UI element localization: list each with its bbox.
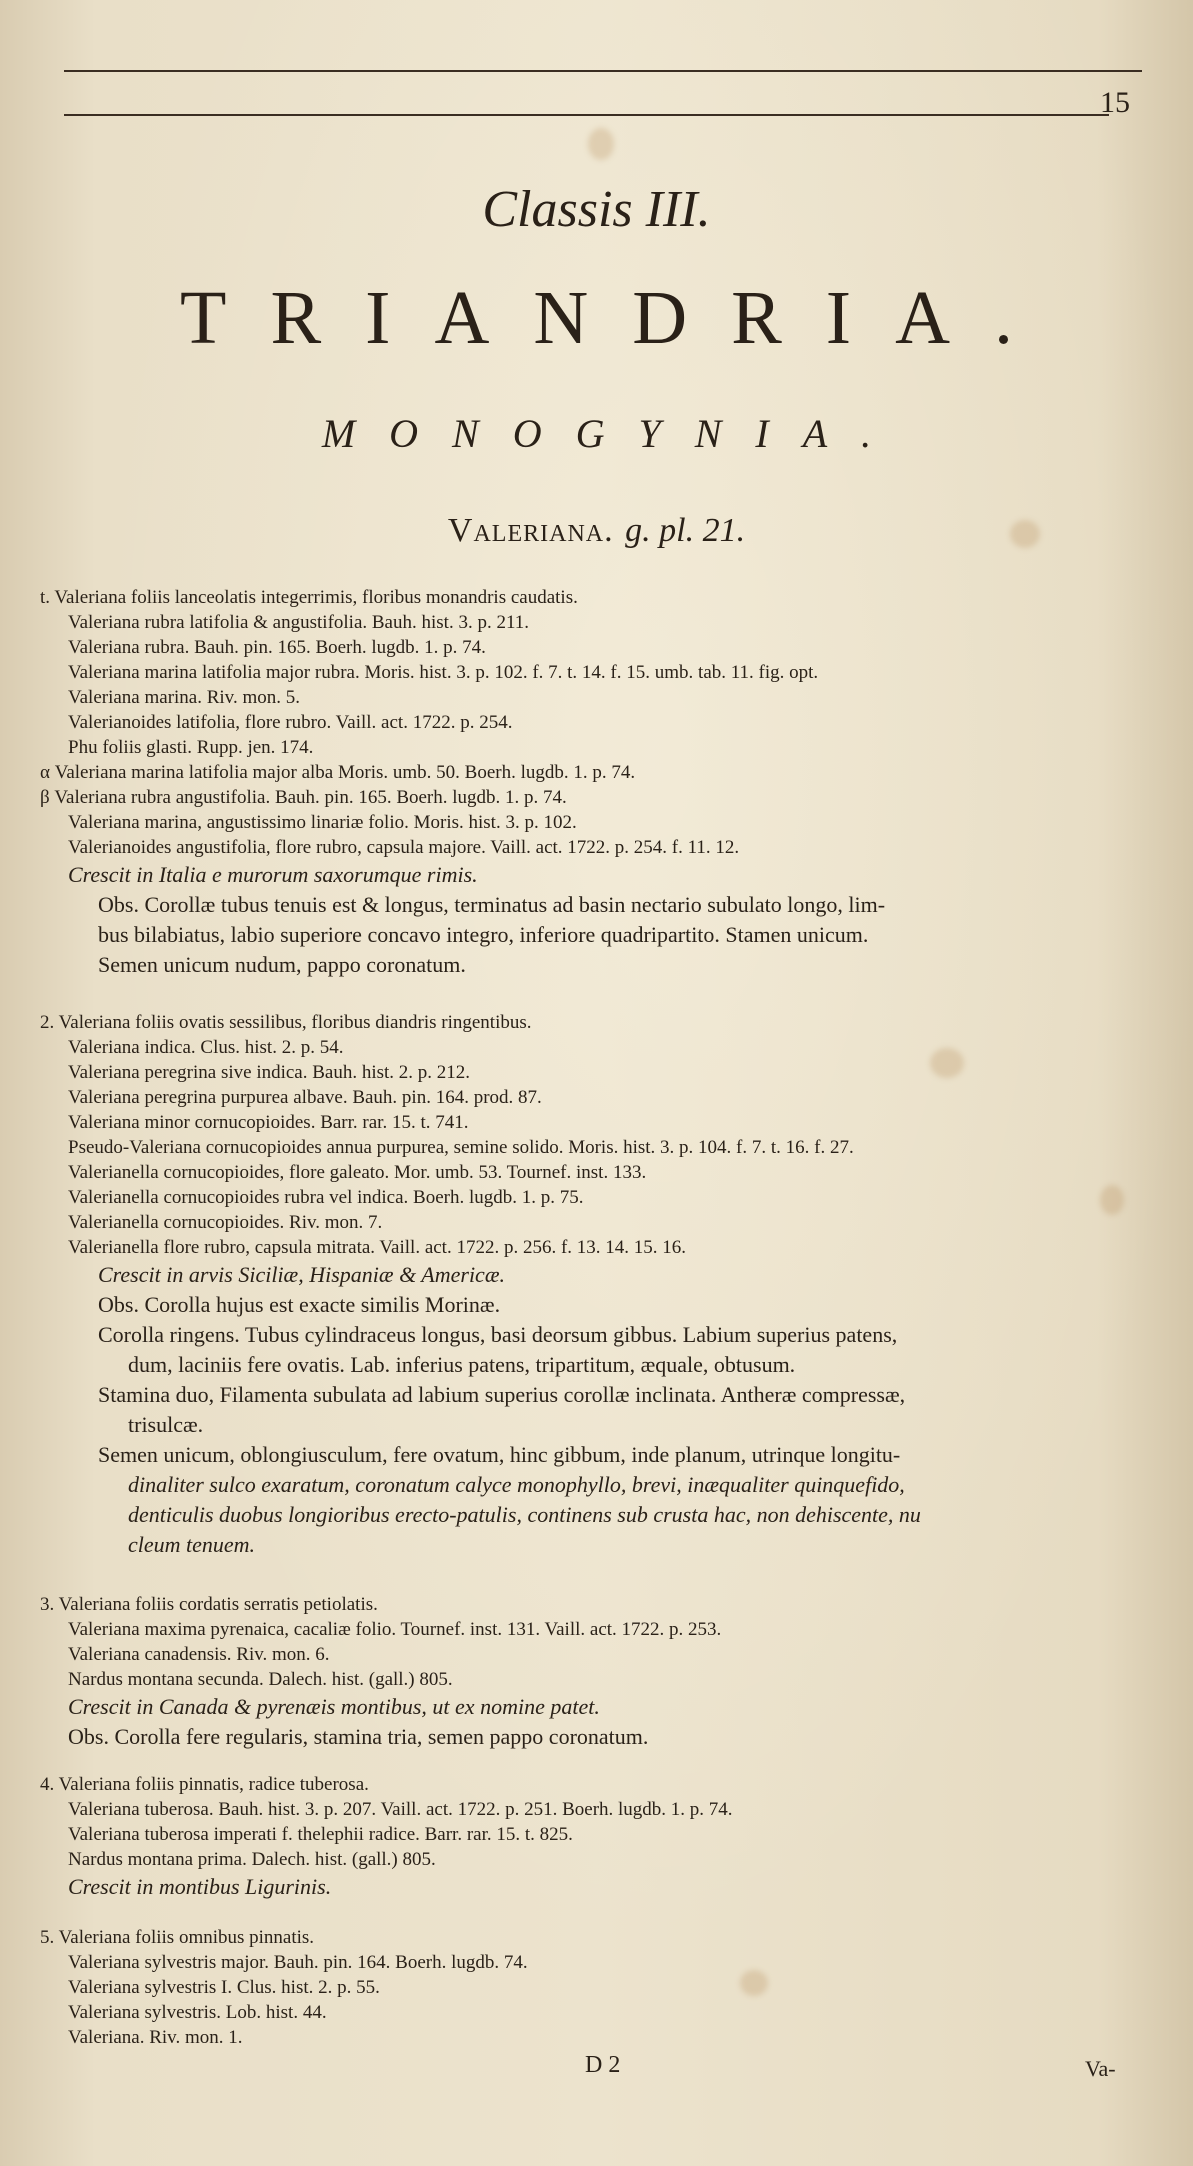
species-diagnosis: t. Valeriana foliis lanceolatis integerrimis, floribus monandris caudatis. — [40, 587, 578, 608]
synonym-line: Valerianoides angustifolia, flore rubro, capsula majore. Vaill. act. 1722. p. 254. f. 11. 12. — [68, 837, 740, 858]
genus-name: Valeriana. — [447, 512, 614, 549]
species-entry-5 — [40, 1925, 1150, 2050]
synonym-line: Valeriana indica. Clus. hist. 2. p. 54. — [68, 1037, 344, 1058]
species-entry-4 — [40, 1772, 1150, 1902]
species-diagnosis: 3. Valeriana foliis cordatis serratis petiolatis. — [40, 1594, 378, 1615]
synonym-line: Valeriana peregrina purpurea albave. Bauh. pin. 164. prod. 87. — [68, 1087, 542, 1108]
variety-line: α Valeriana marina latifolia major alba Moris. umb. 50. Boerh. lugdb. 1. p. 74. — [40, 762, 636, 783]
species-entry-3 — [40, 1592, 1150, 1752]
description-line: cleum tenuem. — [128, 1532, 256, 1557]
synonym-line: Valeriana marina latifolia major rubra. Moris. hist. 3. p. 102. f. 7. t. 14. f. 15. umb. tab. 11. fig. opt. — [68, 662, 819, 683]
paper-stain — [588, 128, 614, 160]
species-entry-1 — [40, 585, 1150, 980]
catchword: Va- — [1085, 2056, 1116, 2081]
synonym-line: Pseudo-Valeriana cornucopioides annua purpurea, semine solido. Moris. hist. 3. p. 104. f. 7. t. 16. f. 27. — [68, 1137, 854, 1158]
observation-line: Semen unicum nudum, pappo coronatum. — [98, 952, 466, 977]
header-rule-top — [64, 70, 1142, 72]
species-diagnosis: 4. Valeriana foliis pinnatis, radice tuberosa. — [40, 1774, 369, 1795]
species-diagnosis: 2. Valeriana foliis ovatis sessilibus, floribus diandris ringentibus. — [40, 1012, 532, 1033]
synonym-line: Valeriana rubra. Bauh. pin. 165. Boerh. lugdb. 1. p. 74. — [68, 637, 486, 658]
description-line: trisulcæ. — [128, 1412, 204, 1437]
synonym-line: Phu foliis glasti. Rupp. jen. 174. — [68, 737, 314, 758]
synonym-line: Valerianella cornucopioides. Riv. mon. 7. — [68, 1212, 383, 1233]
synonym-line: Valerianella cornucopioides, flore galeato. Mor. umb. 53. Tournef. inst. 133. — [68, 1162, 647, 1183]
header-rule-bottom — [64, 114, 1109, 116]
habitat-line: Crescit in Italia e murorum saxorumque rimis. — [68, 862, 478, 887]
description-line: dum, laciniis fere ovatis. Lab. inferius patens, tripartitum, æquale, obtusum. — [128, 1352, 796, 1377]
genus-heading — [0, 512, 1193, 550]
observation-line: Obs. Corolla hujus est exacte similis Morinæ. — [98, 1292, 501, 1317]
observation-line: bus bilabiatus, labio superiore concavo integro, inferiore quadripartito. Stamen unicum. — [98, 922, 869, 947]
synonym-line: Valeriana minor cornucopioides. Barr. rar. 15. t. 741. — [68, 1112, 469, 1133]
signature-mark: D 2 — [585, 2052, 621, 2078]
page-number: 15 — [1100, 86, 1130, 119]
description-line: denticulis duobus longioribus erecto-patulis, continens sub crusta hac, non dehiscente, nu — [128, 1502, 921, 1527]
synonym-line: Valerianella cornucopioides rubra vel indica. Boerh. lugdb. 1. p. 75. — [68, 1187, 584, 1208]
synonym-line: Valeriana maxima pyrenaica, cacaliæ folio. Tournef. inst. 131. Vaill. act. 1722. p. 253. — [68, 1619, 722, 1640]
species-diagnosis: 5. Valeriana foliis omnibus pinnatis. — [40, 1927, 315, 1948]
habitat-line: Crescit in Canada & pyrenæis montibus, ut ex nomine patet. — [68, 1694, 600, 1719]
synonym-line: Valeriana canadensis. Riv. mon. 6. — [68, 1644, 330, 1665]
synonym-line: Valeriana marina, angustissimo linariæ folio. Moris. hist. 3. p. 102. — [68, 812, 577, 833]
description-line: dinaliter sulco exaratum, coronatum calyce monophyllo, brevi, inæqualiter quinquefido, — [128, 1472, 905, 1497]
description-line: Stamina duo, Filamenta subulata ad labium superius corollæ inclinata. Antheræ compressæ, — [98, 1382, 906, 1407]
synonym-line: Valeriana sylvestris I. Clus. hist. 2. p. 55. — [68, 1977, 380, 1998]
synonym-line: Nardus montana secunda. Dalech. hist. (gall.) 805. — [68, 1669, 453, 1690]
habitat-line: Crescit in arvis Siciliæ, Hispaniæ & Americæ. — [98, 1262, 505, 1287]
synonym-line: Valeriana marina. Riv. mon. 5. — [68, 687, 300, 708]
synonym-line: Valeriana tuberosa. Bauh. hist. 3. p. 207. Vaill. act. 1722. p. 251. Boerh. lugdb. 1. p. 74. — [68, 1799, 733, 1820]
observation-line: Obs. Corollæ tubus tenuis est & longus, terminatus ad basin nectario subulato longo, lim- — [98, 892, 886, 917]
synonym-line: Valerianoides latifolia, flore rubro. Vaill. act. 1722. p. 254. — [68, 712, 513, 733]
description-line: Semen unicum, oblongiusculum, fere ovatum, hinc gibbum, inde planum, utrinque longitu- — [98, 1442, 901, 1467]
genus-reference: g. pl. 21. — [625, 512, 746, 549]
synonym-line: Nardus montana prima. Dalech. hist. (gall.) 805. — [68, 1849, 436, 1870]
variety-line: β Valeriana rubra angustifolia. Bauh. pin. 165. Boerh. lugdb. 1. p. 74. — [40, 787, 567, 808]
habitat-line: Crescit in montibus Ligurinis. — [68, 1874, 332, 1899]
synonym-line: Valeriana peregrina sive indica. Bauh. hist. 2. p. 212. — [68, 1062, 471, 1083]
species-entry-2 — [40, 1010, 1150, 1560]
synonym-line: Valeriana. Riv. mon. 1. — [68, 2027, 243, 2048]
synonym-line: Valeriana sylvestris major. Bauh. pin. 164. Boerh. lugdb. 74. — [68, 1952, 528, 1973]
synonym-line: Valeriana sylvestris. Lob. hist. 44. — [68, 2002, 327, 2023]
class-title: Classis III. — [482, 181, 711, 238]
description-line: Corolla ringens. Tubus cylindraceus longus, basi deorsum gibbus. Labium superius patens, — [98, 1322, 898, 1347]
synonym-line: Valeriana tuberosa imperati f. thelephii radice. Barr. rar. 15. t. 825. — [68, 1824, 573, 1845]
order-title: TRIANDRIA. — [180, 276, 1057, 360]
synonym-line: Valerianella flore rubro, capsula mitrata. Vaill. act. 1722. p. 256. f. 13. 14. 15. 16. — [68, 1237, 687, 1258]
suborder-title: MONOGYNIA. — [321, 411, 906, 456]
synonym-line: Valeriana rubra latifolia & angustifolia. Bauh. hist. 3. p. 211. — [68, 612, 529, 633]
observation-line: Obs. Corolla fere regularis, stamina tria, semen pappo coronatum. — [68, 1724, 649, 1749]
